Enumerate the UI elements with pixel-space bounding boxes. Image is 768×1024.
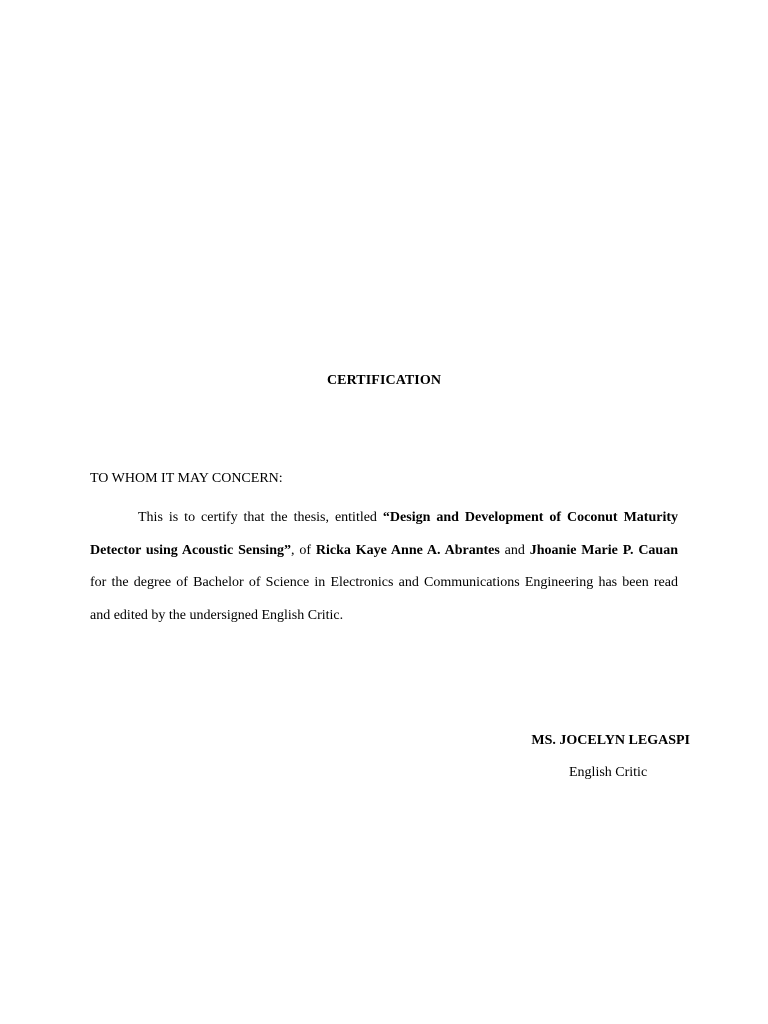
intro-text: This is to certify that the thesis, entitled xyxy=(138,510,383,525)
author-name: Ricka Kaye Anne A. Abrantes xyxy=(315,542,500,558)
thesis-title: “Design and Development of Coconut Maturity Detector using Acoustic Sensing” xyxy=(90,510,678,558)
author-name: Jhoanie Marie P. Cauan xyxy=(529,542,678,558)
closing-text: for the degree of Bachelor of Science in Electronics and Communications Engineering has been read and edited by the undersigned English Critic. xyxy=(90,575,678,623)
connector-text: , of xyxy=(290,542,316,558)
certification-paragraph xyxy=(90,502,678,632)
conjunction-text: and xyxy=(499,542,530,558)
page-title: CERTIFICATION xyxy=(326,373,442,388)
signatory-title: English Critic xyxy=(569,765,648,780)
signatory-name: MS. JOCELYN LEGASPI xyxy=(531,733,690,748)
salutation: TO WHOM IT MAY CONCERN: xyxy=(90,471,283,486)
